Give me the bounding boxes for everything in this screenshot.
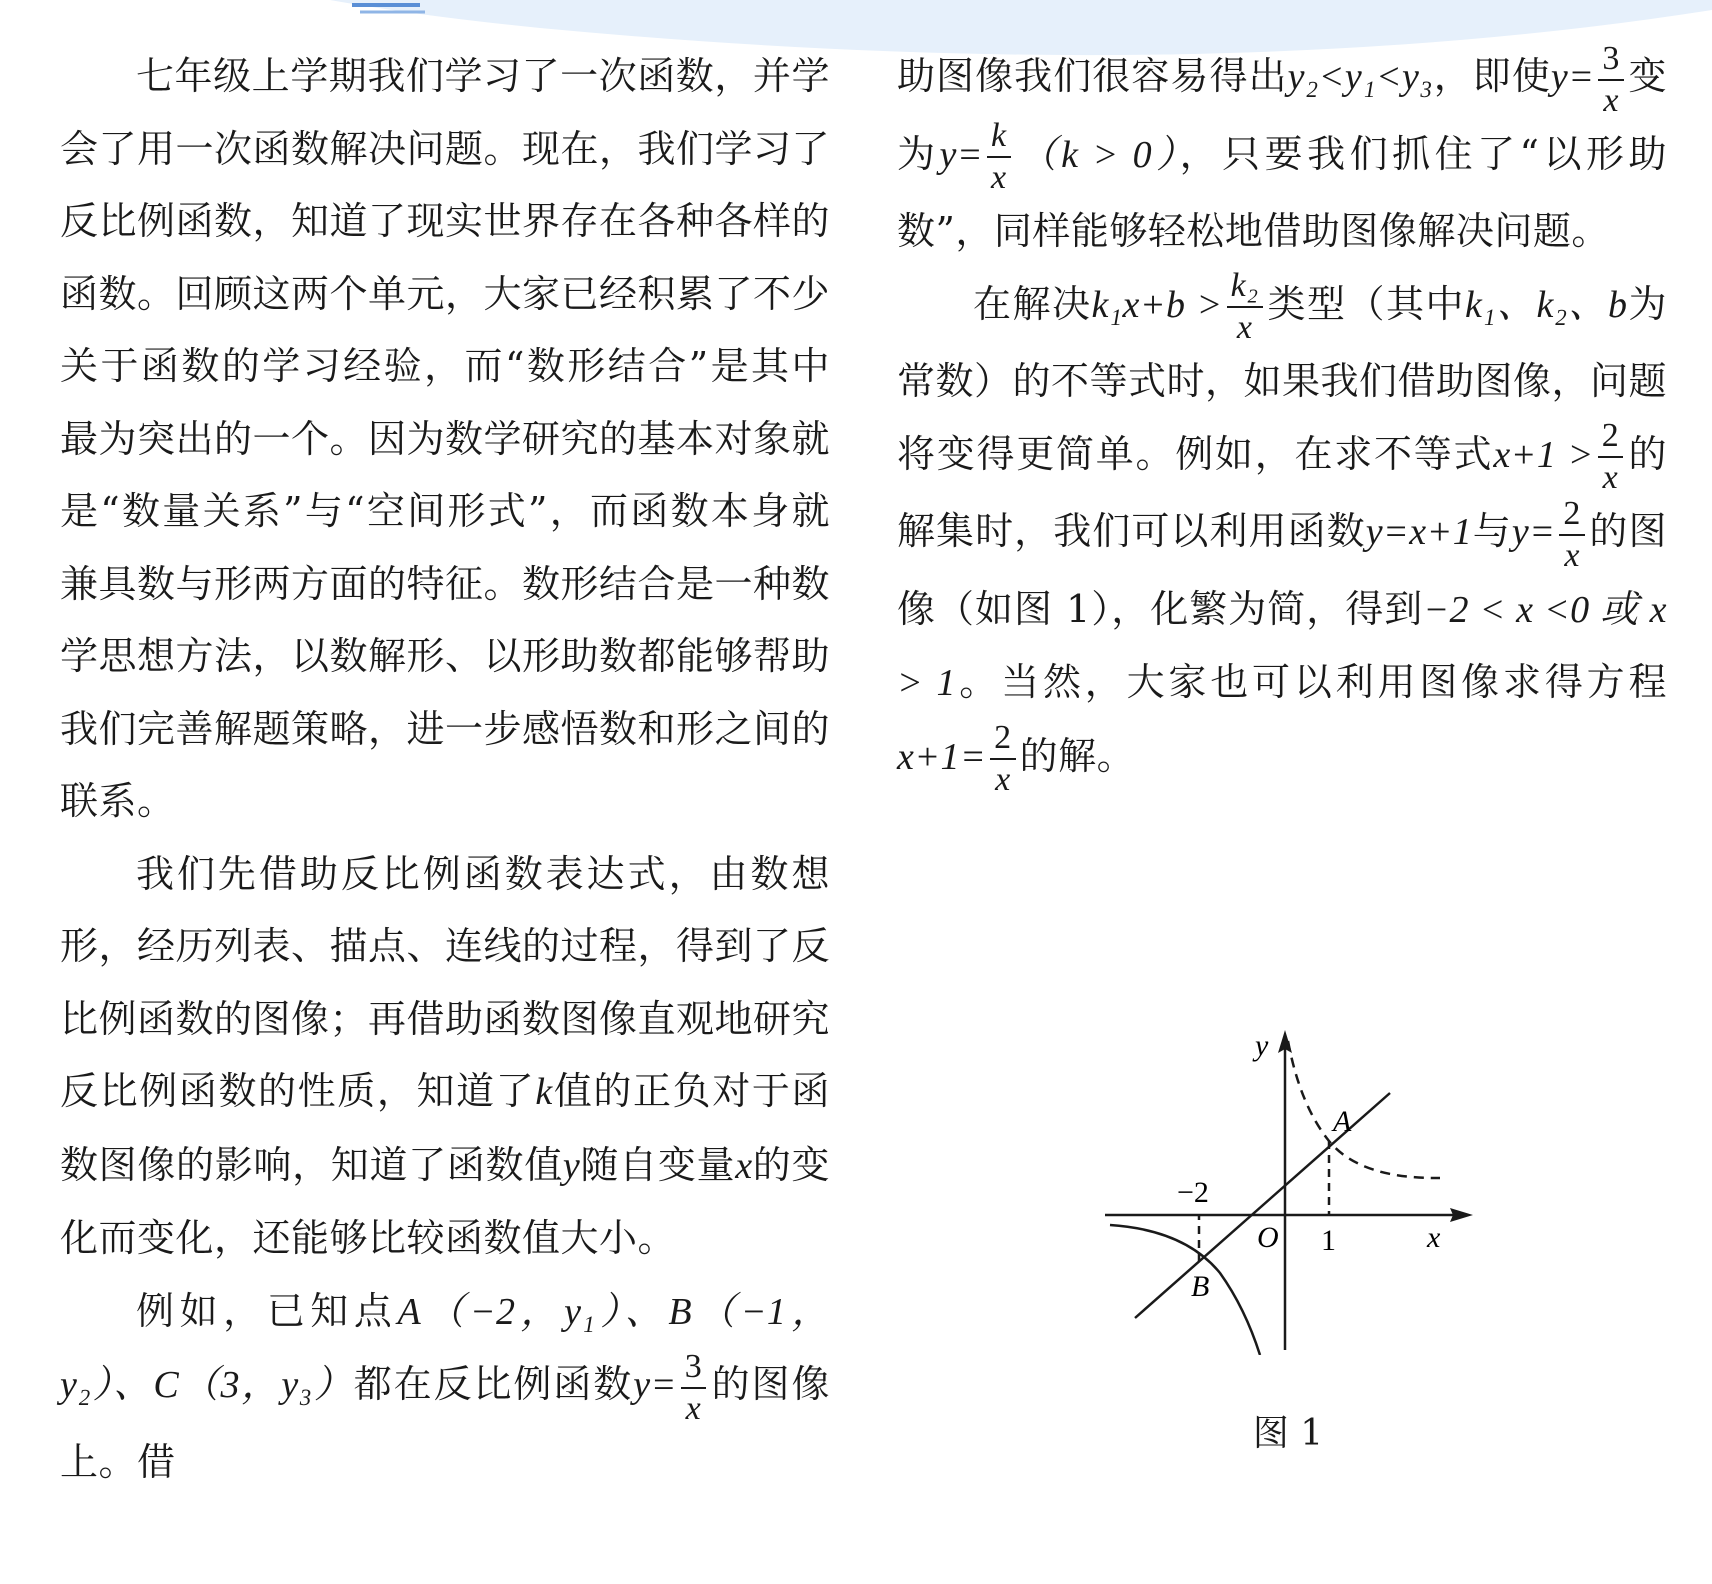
frac-den: x	[991, 159, 1007, 196]
frac-den: x	[685, 1389, 702, 1427]
condition-k: （k > 0）	[1014, 133, 1180, 176]
figure-graph	[1095, 1025, 1475, 1355]
fraction-3-over-x	[1598, 39, 1624, 119]
label-point-b: B	[1191, 1270, 1210, 1303]
frac-den: x	[1564, 536, 1580, 574]
p2-text-a: 我们先借助反比例函数表达式，由数想形，经历列表、描点、连线的过程，得到了反比例函数的图像；再借助函数图像直观地研究反比例函数的性质，知道了	[60, 851, 831, 1113]
frac-num: 3	[1598, 42, 1624, 81]
tick-label-neg2: −2	[1177, 1176, 1209, 1209]
eq-y: y=	[1511, 511, 1556, 553]
eq-y: y=	[633, 1364, 677, 1406]
fraction-2-over-x	[1598, 419, 1624, 495]
hyperbola-branch-q1	[1288, 1041, 1440, 1178]
frac-num: 2	[1559, 497, 1585, 536]
example-points: A（−2，y₁）、B（−1，y₂）、C（3，y₃）	[60, 1290, 830, 1406]
p3-text-b: 都在反比例函数	[353, 1362, 634, 1406]
frac-num: k₂	[1227, 269, 1263, 308]
right-column	[897, 40, 1667, 797]
fraction-k2-over-x	[1227, 269, 1263, 345]
label-point-a: A	[1333, 1105, 1352, 1138]
expr-linear: k₁x+b >	[1091, 283, 1223, 326]
frac-num: k	[987, 119, 1011, 158]
var-x: x	[735, 1144, 753, 1187]
label-y: y	[1255, 1029, 1269, 1062]
equation-x: x+1=	[897, 735, 987, 778]
r3-text-f: 的图像（如图 1），化繁为简，得到	[897, 509, 1667, 631]
r1-text-b: ，即使	[1433, 54, 1551, 98]
frac-den: x	[1603, 81, 1619, 119]
p3-text-c: 的图像上。借	[60, 1362, 830, 1484]
r3-text-d: 的解集时，我们可以利用函数	[897, 431, 1667, 553]
r3-text-e: 与	[1472, 509, 1512, 553]
inequality-x: x+1 >	[1493, 433, 1594, 476]
tick-label-1: 1	[1321, 1224, 1336, 1257]
label-x: x	[1427, 1221, 1441, 1254]
r3-text-c: 为常数）的不等式时，如果我们借助图像，问题将变得更简单。例如，在求不等式	[897, 281, 1668, 476]
paragraph-inequality	[897, 268, 1667, 798]
hyperbola-branch-q3	[1110, 1225, 1260, 1355]
x-axis-arrow	[1450, 1208, 1473, 1222]
line-y-equals-x-plus-1	[1135, 1093, 1390, 1318]
r1-text-a: 助图像我们很容易得出	[897, 54, 1288, 98]
r2-text-a: 变为	[897, 54, 1667, 176]
frac-den: x	[1602, 459, 1619, 496]
r3-text-b: 类型（其中	[1266, 281, 1465, 326]
paragraph-continuation	[897, 40, 1667, 268]
p2-text-b: 值的正负对于函数图像的影响，知道了函数值	[60, 1069, 830, 1187]
constants: k₁、k₂、b	[1464, 283, 1628, 326]
paragraph-inverse-function	[60, 838, 830, 1275]
p3-text-a: 例如，已知点	[136, 1288, 398, 1333]
paragraph-intro: 七年级上学期我们学习了一次函数，并学会了用一次函数解决问题。现在，我们学习了反比例函数，知道了现实世界存在各种各样的函数。回顾这两个单元，大家已经积累了不少关于函数的学习经验，而“数形结合”是其中最为突出的一个。因为数学研究的基本对象就是“数量关系”与“空间形式”，而函数本身就兼具数与形两方面的特征。数形结合是一种数学思想方法，以数解形、以形助数都能够帮助我们完善解题策略，进一步感悟数和形之间的联系。	[60, 54, 831, 823]
frac-den: x	[995, 761, 1011, 798]
eq-y: y=	[939, 133, 984, 176]
function-linear: y=x+1	[1365, 511, 1473, 553]
var-k: k	[535, 1071, 553, 1113]
label-origin: O	[1257, 1221, 1279, 1254]
p2-text-c: 随自变量	[580, 1142, 736, 1187]
frac-den: x	[1236, 309, 1253, 346]
figure-caption: 图 1	[1252, 1413, 1324, 1454]
p2-text-d: 的变化而变化，还能够比较函数值大小。	[60, 1142, 830, 1260]
r2-text-b: ，只要我们抓住了“以形助数”，同样能够轻松地借助图像解决问题。	[897, 131, 1667, 253]
left-column	[60, 40, 830, 1498]
inequality-y: y₂<y₁<y₃	[1287, 56, 1434, 98]
r3-text-h: 的解。	[1019, 733, 1136, 778]
fraction-2-over-x	[1559, 494, 1585, 574]
fraction-k-over-x	[987, 119, 1011, 195]
paragraph-example	[60, 1275, 830, 1499]
frac-num: 3	[681, 1350, 707, 1389]
var-y: y	[562, 1144, 581, 1187]
frac-num: 2	[1598, 419, 1624, 458]
r3-text-a: 在解决	[973, 281, 1092, 326]
solution-set: −2 < x <0 或 x > 1	[897, 588, 1667, 704]
frac-num: 2	[990, 721, 1016, 760]
eq-y: y=	[1550, 56, 1595, 98]
fraction-2-over-x	[990, 721, 1016, 797]
fraction-3-over-x	[681, 1347, 707, 1427]
r3-text-g: 。当然，大家也可以利用图像求得方程	[955, 660, 1667, 704]
